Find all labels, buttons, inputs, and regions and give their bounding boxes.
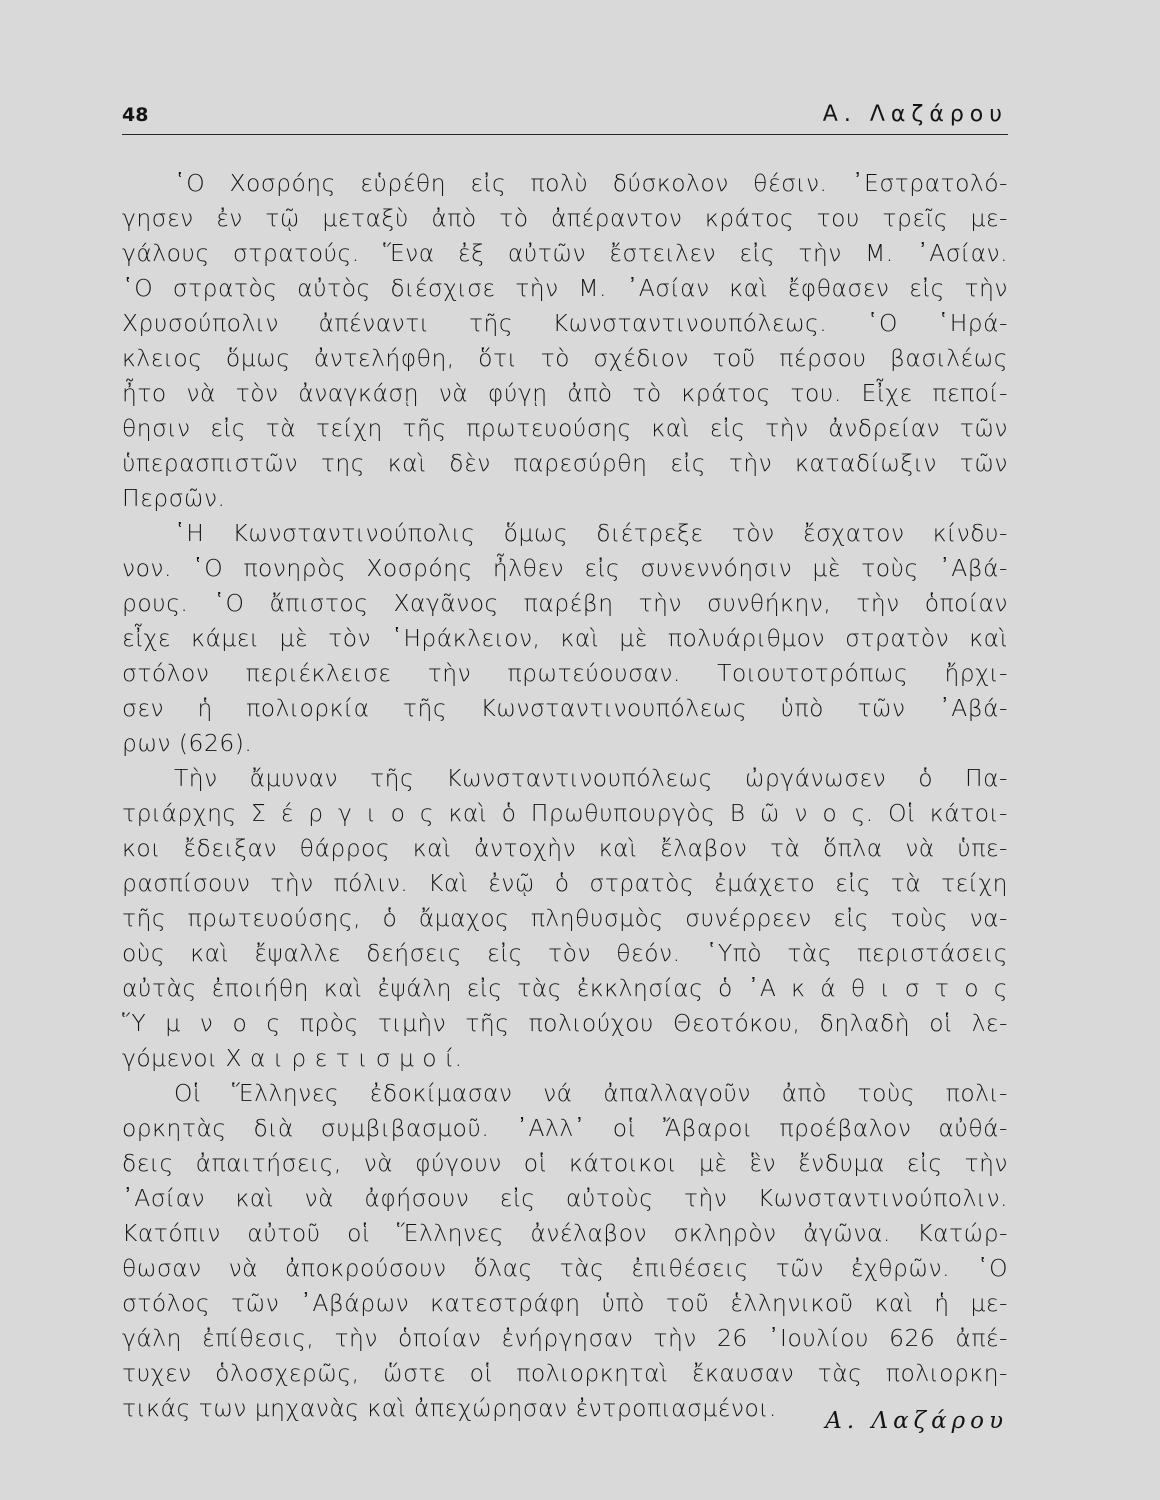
text-line: Οἱ Ἕλληνες ἐδοκίμασαν νά ἀπαλλαγοῦν ἀπὸ τοὺς πολι-	[174, 1079, 1008, 1107]
text-line: γάλη ἐπίθεσις, τὴν ὁποίαν ἐνήργησαν τὴν 26 ᾿Ιουλίου 626 ἀπέ-	[122, 1324, 1008, 1352]
text-line: γόμενοι Χ α ι ρ ε τ ι σ μ ο ί.	[122, 1044, 463, 1072]
text-line: κοι ἔδειξαν θάρρος καὶ ἀντοχὴν καὶ ἔλαβον τὰ ὅπλα νὰ ὑπε-	[122, 834, 1008, 862]
text-line: ὑπερασπιστῶν της καὶ δὲν παρεσύρθη εἰς τὴν καταδίωξιν τῶν	[122, 449, 1008, 477]
text-line: τῆς πρωτευούσης, ὁ ἄμαχος πληθυσμὸς συνέρρεεν εἰς τοὺς να-	[122, 904, 1008, 932]
text-line: εἶχε κάμει μὲ τὸν ῾Ηράκλειον, καὶ μὲ πολυάριθμον στρατὸν καὶ	[122, 624, 1008, 652]
text-line: τυχεν ὁλοσχερῶς, ὥστε οἱ πολιορκηταὶ ἔκαυσαν τὰς πολιορκη-	[122, 1359, 1008, 1387]
text-line: νον. ῾Ο πονηρὸς Χοσρόης ἦλθεν εἰς συνεννόησιν μὲ τοὺς ᾿Αβά-	[122, 554, 1008, 582]
text-line: ρους. ῾Ο ἄπιστος Χαγᾶνος παρέβη τὴν συνθήκην, τὴν ὁποίαν	[122, 589, 1008, 617]
text-line: Περσῶν.	[122, 484, 226, 512]
text-line: σεν ἡ πολιορκία τῆς Κωνσταντινουπόλεως ὑπὸ τῶν ᾿Αβά-	[122, 694, 1008, 722]
text-line: ρασπίσουν τὴν πόλιν. Καὶ ἐνῷ ὁ στρατὸς ἐμάχετο εἰς τὰ τείχη	[122, 869, 1008, 897]
text-line: ῾Η Κωνσταντινούπολις ὅμως διέτρεξε τὸν ἔσχατον κίνδυ-	[174, 519, 1008, 547]
text-line: ρων (626).	[122, 729, 253, 757]
text-line: ῾Ο Χοσρόης εὑρέθη εἰς πολὺ δύσκολον θέσιν. ᾿Εστρατολό-	[174, 169, 1008, 197]
text-line: κλειος ὅμως ἀντελήφθη, ὅτι τὸ σχέδιον τοῦ πέρσου βασιλέως	[122, 344, 1008, 372]
text-line: τριάρχης Σ έ ρ γ ι ο ς καὶ ὁ Πρωθυπουργὸς Β ῶ ν ο ς. Οἱ κάτοι-	[122, 799, 1008, 827]
text-line: Κατόπιν αὐτοῦ οἱ Ἕλληνες ἀνέλαβον σκληρὸν ἀγῶνα. Κατώρ-	[122, 1219, 1008, 1247]
text-line: δεις ἀπαιτήσεις, νὰ φύγουν οἱ κάτοικοι μὲ ἓν ἔνδυμα εἰς τὴν	[122, 1149, 1008, 1177]
header-rule	[122, 134, 1008, 135]
text-line: γησεν ἐν τῷ μεταξὺ ἀπὸ τὸ ἀπέραντον κράτος του τρεῖς με-	[122, 204, 1008, 232]
text-line: αὐτὰς ἐποιήθη καὶ ἐψάλη εἰς τὰς ἐκκλησίας ὁ ᾿Α κ ά θ ι σ τ ο ς	[122, 974, 1008, 1002]
text-line: γάλους στρατούς. Ἕνα ἐξ αὐτῶν ἔστειλεν εἰς τὴν Μ. ᾿Ασίαν.	[122, 239, 1008, 267]
page-header	[122, 100, 1008, 134]
text-line: ῾Ο στρατὸς αὐτὸς διέσχισε τὴν Μ. ᾿Ασίαν καὶ ἔφθασεν εἰς τὴν	[122, 274, 1008, 302]
text-line: Τὴν ἄμυναν τῆς Κωνσταντινουπόλεως ὠργάνωσεν ὁ Πα-	[174, 764, 1008, 792]
page-number: 48	[122, 104, 149, 126]
text-line: στόλον περιέκλεισε τὴν πρωτεύουσαν. Τοιουτοτρόπως ἤρχι-	[122, 659, 1008, 687]
author-signature: Α. Λαζάρου	[825, 1408, 1008, 1434]
text-line: ἦτο νὰ τὸν ἀναγκάσῃ νὰ φύγῃ ἀπὸ τὸ κράτος του. Εἶχε πεποί-	[122, 379, 1008, 407]
text-line: Χρυσούπολιν ἀπέναντι τῆς Κωνσταντινουπόλεως. ῾Ο ῾Ηρά-	[122, 309, 1008, 337]
text-line: θωσαν νὰ ἀποκρούσουν ὅλας τὰς ἐπιθέσεις τῶν ἐχθρῶν. ῾Ο	[122, 1254, 1008, 1282]
running-head-author: Α. Λαζάρου	[822, 102, 1008, 127]
text-line: ᾿Ασίαν καὶ νὰ ἀφήσουν εἰς αὐτοὺς τὴν Κωνσταντινούπολιν.	[122, 1184, 1008, 1212]
text-line: στόλος τῶν ᾿Αβάρων κατεστράφη ὑπὸ τοῦ ἑλληνικοῦ καὶ ἡ με-	[122, 1289, 1008, 1317]
text-line: Ὕ μ ν ο ς πρὸς τιμὴν τῆς πολιούχου Θεοτόκου, δηλαδὴ οἱ λε-	[122, 1009, 1008, 1037]
text-line: οὺς καὶ ἔψαλλε δεήσεις εἰς τὸν θεόν. ῾Υπὸ τὰς περιστάσεις	[122, 939, 1008, 967]
text-line: θησιν εἰς τὰ τείχη τῆς πρωτευούσης καὶ εἰς τὴν ἀνδρείαν τῶν	[122, 414, 1008, 442]
text-line: ορκητὰς διὰ συμβιβασμοῦ. ᾿Αλλ᾿ οἱ Ἄβαροι προέβαλον αὐθά-	[122, 1114, 1008, 1142]
body-text	[122, 166, 1008, 1426]
text-line: τικάς των μηχανὰς καὶ ἀπεχώρησαν ἐντροπιασμένοι.	[122, 1394, 777, 1422]
